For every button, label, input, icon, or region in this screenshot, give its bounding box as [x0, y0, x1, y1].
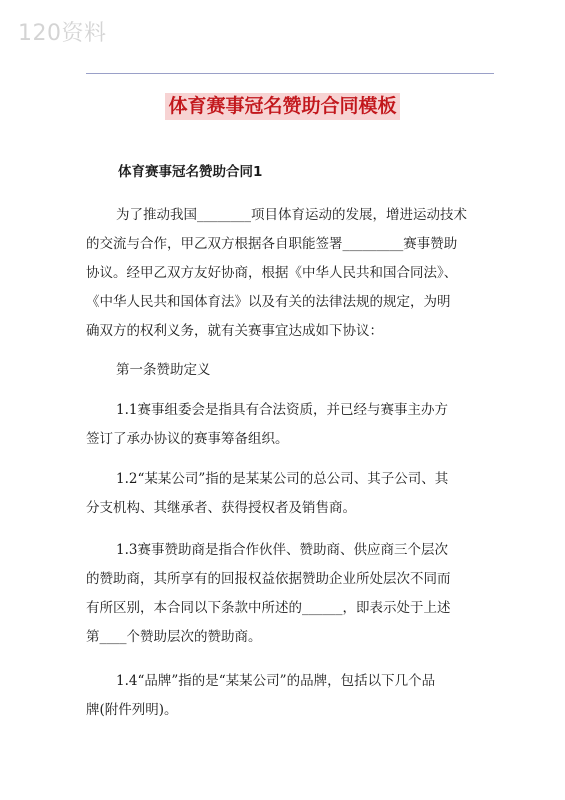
clause-1-2 [86, 465, 494, 523]
paragraph-line: 有所区别，本合同以下条款中所述的______，即表示处于上述 [86, 600, 451, 616]
paragraph-line: 《中华人民共和国体育法》以及有关的法律法规的规定，为明 [86, 294, 451, 310]
paragraph-line: 分支机构、其继承者、获得授权者及销售商。 [86, 500, 356, 516]
clause-1-1 [86, 396, 494, 454]
clause-1-4 [86, 667, 494, 725]
document-title: 体育赛事冠名赞助合同模板 [165, 93, 399, 120]
paragraph-line: 确双方的权利义务，就有关赛事宜达成如下协议： [86, 323, 383, 339]
paragraph-line: 1.2“某某公司”指的是某某公司的总公司、其子公司、其 [116, 471, 449, 487]
paragraph-line: 1.3赛事赞助商是指合作伙伴、赞助商、供应商三个层次 [116, 542, 448, 558]
paragraph-line: 签订了承办协议的赛事筹备组织。 [86, 431, 289, 447]
paragraph-line: 的交流与合作，甲乙双方根据各自职能签署_________赛事赞助 [86, 236, 458, 252]
header-divider [86, 73, 494, 74]
article-heading [86, 356, 494, 385]
paragraph-line: 1.4“品牌”指的是“某某公司”的品牌，包括以下几个品 [116, 673, 436, 689]
paragraph-line: 的赞助商，其所享有的回报权益依据赞助企业所处层次不同而 [86, 571, 451, 587]
paragraph-intro [86, 201, 494, 346]
paragraph-line: 第一条赞助定义 [116, 362, 211, 378]
paragraph-line: 牌(附件列明)。 [86, 702, 178, 718]
paragraph-line: 1.1赛事组委会是指具有合法资质，并已经与赛事主办方 [116, 402, 448, 418]
document-subtitle: 体育赛事冠名赞助合同1 [118, 164, 263, 180]
paragraph-line: 为了推动我国________项目体育运动的发展，增进运动技术 [116, 207, 467, 223]
paragraph-line: 协议。经甲乙双方友好协商，根据《中华人民共和国合同法》、 [86, 265, 458, 281]
paragraph-line: 第____个赞助层次的赞助商。 [86, 629, 262, 645]
clause-1-3 [86, 536, 494, 652]
watermark: 120资料 [18, 21, 107, 46]
